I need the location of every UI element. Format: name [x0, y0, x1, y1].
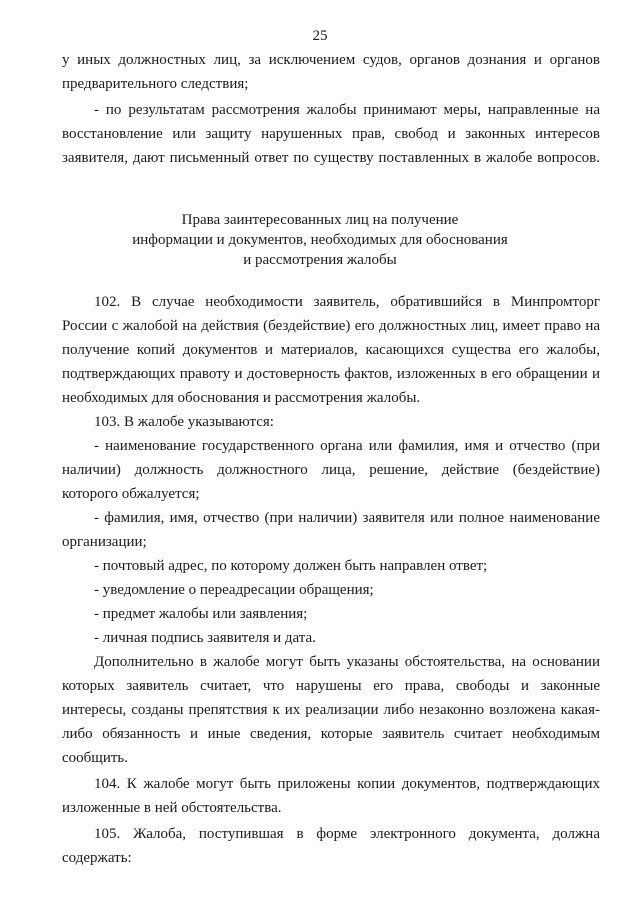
paragraph-line: интересы, созданы препятствия к их реализации либо незаконно возложена какая-	[62, 702, 600, 718]
section-heading-line: информации и документов, необходимых для обоснования	[132, 232, 508, 248]
list-item: - предмет жалобы или заявления;	[94, 606, 308, 622]
list-item-line: - фамилия, имя, отчество (при наличии) заявителя или полное наименование	[94, 510, 600, 526]
paragraph-line: сообщить.	[62, 750, 129, 766]
paragraph-line: Дополнительно в жалобе могут быть указаны обстоятельства, на основании	[94, 654, 600, 670]
paragraph-103-intro: 103. В жалобе указываются:	[94, 414, 274, 430]
paragraph-102-line: подтверждающих правоту и достоверность фактов, изложенных в его обращении и	[62, 366, 600, 382]
text-line: предварительного следствия;	[62, 76, 249, 92]
paragraph-104-line: 104. К жалобе могут быть приложены копии документов, подтверждающих	[94, 776, 600, 792]
text-line: - по результатам рассмотрения жалобы принимают меры, направленные на	[94, 102, 600, 118]
list-item-line: - наименование государственного органа или фамилия, имя и отчество (при	[94, 438, 600, 454]
section-heading-line: и рассмотрения жалобы	[243, 252, 397, 268]
paragraph-105-line: 105. Жалоба, поступившая в форме электронного документа, должна	[94, 826, 600, 842]
section-heading-line: Права заинтересованных лиц на получение	[181, 212, 459, 228]
paragraph-102-line: получение копий документов и материалов, касающихся существа его жалобы,	[62, 342, 600, 358]
paragraph-105-line: содержать:	[62, 850, 132, 866]
paragraph-102-line: 102. В случае необходимости заявитель, обратившийся в Минпромторг	[94, 294, 600, 310]
paragraph-104-line: изложенные в ней обстоятельства.	[62, 800, 282, 816]
paragraph-line: либо обязанность и иные сведения, которые заявитель считает необходимым	[62, 726, 600, 742]
paragraph-102-line: России с жалобой на действия (бездействие) его должностных лиц, имеет право на	[62, 318, 600, 334]
list-item: - личная подпись заявителя и дата.	[94, 630, 316, 646]
page-number: 25	[312, 28, 328, 44]
text-line: заявителя, дают письменный ответ по существу поставленных в жалобе вопросов.	[62, 150, 600, 166]
list-item-line: которого обжалуется;	[62, 486, 200, 502]
list-item: - почтовый адрес, по которому должен быть направлен ответ;	[94, 558, 488, 574]
text-line: восстановление или защиту нарушенных прав, свобод и законных интересов	[62, 126, 600, 142]
list-item: - уведомление о переадресации обращения;	[94, 582, 374, 598]
text-line: у иных должностных лиц, за исключением судов, органов дознания и органов	[62, 52, 600, 68]
list-item-line: организации;	[62, 534, 147, 550]
paragraph-line: которых заявитель считает, что нарушены его права, свободы и законные	[62, 678, 600, 694]
list-item-line: наличии) должность должностного лица, решение, действие (бездействие)	[62, 462, 600, 478]
paragraph-102-line: необходимых для обоснования и рассмотрения жалобы.	[62, 390, 421, 406]
